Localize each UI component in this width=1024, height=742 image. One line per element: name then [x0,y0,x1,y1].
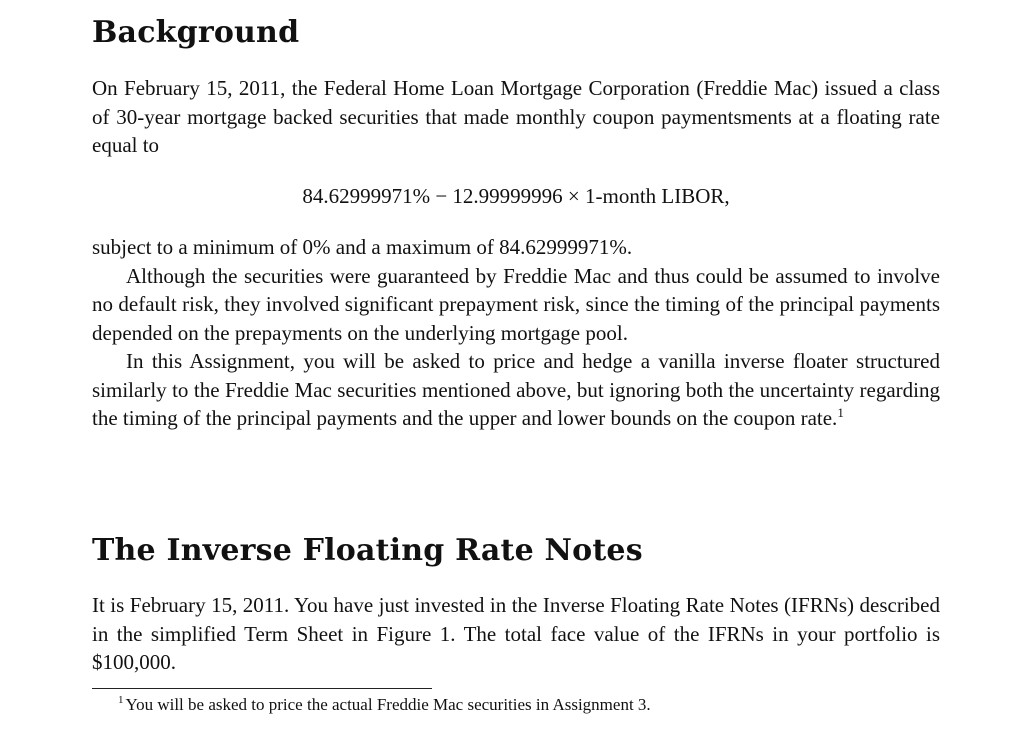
paragraph-text: In this Assignment, you will be asked to price and hedge a vanilla inverse floater structured similarly to the Freddie Mac securities mentioned above, but ignoring both the uncertainty regarding the timing of the principal payments and the upper and lower bounds on the coupon rate. [92,349,940,430]
coupon-formula: 84.62999971% − 12.99999996 × 1-month LIBOR, [302,184,730,208]
paragraph-freddie-mac-issue [92,74,940,160]
footnote [118,693,651,717]
paragraph-group [92,233,940,433]
section-heading-ifrn: The Inverse Floating Rate Notes [92,533,643,568]
footnote-text: You will be asked to price the actual Freddie Mac securities in Assignment 3. [125,695,651,714]
paragraph-bounds [92,233,940,262]
footnote-reference[interactable]: 1 [837,405,844,420]
paragraph-text: Although the securities were guaranteed by Freddie Mac and thus could be assumed to involve no default risk, they involved significant prepayment risk, since the timing of the principal payments depended on the prepayments on the underlying mortgage pool. [92,263,940,345]
section-heading-background: Background [92,15,300,50]
footnote-marker: 1 [118,694,124,707]
paragraph-text: On February 15, 2011, the Federal Home Loan Mortgage Corporation (Freddie Mac) issued a class of 30-year mortgage backed securities that made monthly coupon paymentsments at a floating rate equal to [92,76,940,157]
paragraph-text: It is February 15, 2011. You have just invested in the Inverse Floating Rate Notes (IFRNs) described in the simplified Term Sheet in Figure 1. The total face value of the IFRNs in your portfolio is $100,000. [92,593,940,674]
paragraph-prepayment-risk [92,262,940,348]
paragraph-text: subject to a minimum of 0% and a maximum of 84.62999971%. [92,235,633,259]
footnote-divider [92,688,432,689]
paragraph-assignment-intro [92,347,940,433]
paragraph-ifrn-investment [92,591,940,677]
